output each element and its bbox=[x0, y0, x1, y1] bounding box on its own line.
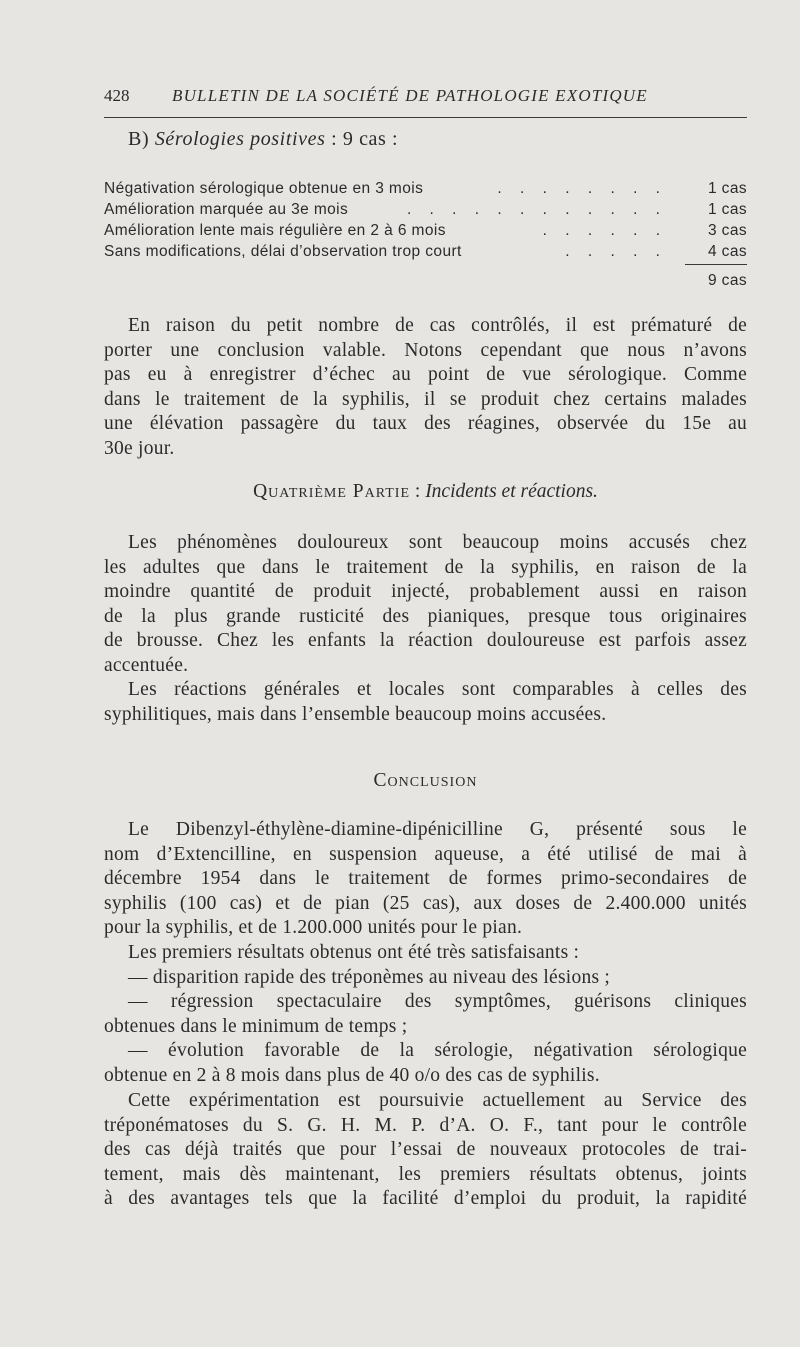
running-title: BULLETIN DE LA SOCIÉTÉ DE PATHOLOGIE EXOTIQUE bbox=[172, 86, 648, 105]
text-line: 30e jour. bbox=[104, 437, 175, 459]
part-four-heading bbox=[104, 481, 747, 503]
table-total: 9 cas bbox=[707, 272, 747, 289]
text-line: Cette expérimentation est poursuivie actuellement au Service des bbox=[128, 1090, 747, 1111]
text-line: accentuée. bbox=[104, 654, 189, 676]
text-line: obtenue en 2 à 8 mois dans plus de 40 o/o des cas de syphilis. bbox=[104, 1064, 600, 1086]
text-line: les adultes que dans le traitement de la syphilis, en raison de la bbox=[104, 556, 747, 578]
text-line: syphilitiques, mais dans l’ensemble beaucoup moins accusées. bbox=[104, 703, 607, 725]
text-line: — régression spectaculaire des symptômes, guérisons cliniques bbox=[128, 991, 747, 1013]
paragraph-experimentation bbox=[104, 1089, 747, 1212]
section-b-suffix: : 9 cas : bbox=[331, 128, 399, 150]
text-line: décembre 1954 dans le traitement de formes primo-secondaires de bbox=[104, 868, 747, 890]
row-leader: . . . . . . bbox=[542, 222, 667, 239]
table-row bbox=[104, 201, 747, 221]
table-row bbox=[104, 243, 747, 263]
text-line: tement, mais dès maintenant, les premiers résultats obtenus, joints bbox=[104, 1163, 747, 1185]
row-value: 1 cas bbox=[707, 180, 747, 197]
text-line: Le Dibenzyl-éthylène-diamine-dipénicilline G, présenté sous le bbox=[128, 819, 747, 840]
row-value: 1 cas bbox=[707, 201, 747, 218]
text-line: moindre quantité de produit injecté, probablement aussi en raison bbox=[104, 581, 747, 603]
text-line: des cas déjà traités que pour l’essai de nouveaux protocoles de trai- bbox=[104, 1139, 747, 1161]
row-leader: . . . . . bbox=[565, 243, 667, 260]
text-line: obtenues dans le minimum de temps ; bbox=[104, 1015, 408, 1037]
section-b-title: Sérologies positives bbox=[154, 128, 326, 150]
sum-rule bbox=[685, 264, 747, 265]
row-leader: . . . . . . . . . . . . bbox=[406, 201, 667, 218]
text-line: tréponématoses du S. G. H. M. P. d’A. O. F., tant pour le contrôle bbox=[104, 1114, 747, 1136]
row-value: 4 cas bbox=[707, 243, 747, 260]
table-row bbox=[104, 222, 747, 242]
row-label: Sans modifications, délai d’observation trop court bbox=[104, 243, 462, 260]
text-line: de la plus grande rusticité des pianiques, presque tous originaires bbox=[104, 605, 747, 627]
paragraph-conclusion-serology bbox=[104, 314, 747, 462]
text-line: nom d’Extencilline, en suspension aqueuse, a été utilisé de mai à bbox=[104, 843, 747, 865]
section-b-label: B) bbox=[128, 128, 150, 150]
row-label: Amélioration marquée au 3e mois bbox=[104, 201, 349, 218]
text-line: porter une conclusion valable. Notons cependant que nous n’avons bbox=[104, 339, 747, 361]
text-line: — disparition rapide des tréponèmes au niveau des lésions ; bbox=[128, 966, 611, 988]
table-row bbox=[104, 180, 747, 200]
page-number: 428 bbox=[104, 86, 130, 105]
paragraph-pain bbox=[104, 531, 747, 679]
row-label: Amélioration lente mais régulière en 2 à 6 mois bbox=[104, 222, 446, 239]
conclusion-heading: Conclusion bbox=[373, 770, 478, 791]
paragraph-results bbox=[104, 941, 747, 1089]
row-label: Négativation sérologique obtenue en 3 mois bbox=[104, 180, 424, 197]
header-rule bbox=[104, 117, 747, 118]
row-leader: . . . . . . . . bbox=[497, 180, 667, 197]
paragraph-reactions bbox=[104, 678, 747, 727]
text-line: En raison du petit nombre de cas contrôlés, il est prématuré de bbox=[128, 315, 747, 336]
part-four-label: Quatrième Partie bbox=[253, 481, 411, 502]
text-line: syphilis (100 cas) et de pian (25 cas), aux doses de 2.400.000 unités bbox=[104, 892, 747, 914]
text-line: Les réactions générales et locales sont comparables à celles des bbox=[128, 679, 747, 700]
text-line: à des avantages tels que la facilité d’emploi du produit, la rapidité bbox=[104, 1188, 747, 1210]
text-line: — évolution favorable de la sérologie, négativation sérologique bbox=[128, 1040, 747, 1062]
part-four-separator: : bbox=[414, 481, 421, 502]
text-line: Les phénomènes douloureux sont beaucoup moins accusés chez bbox=[128, 532, 747, 553]
text-line: Les premiers résultats obtenus ont été très satisfaisants : bbox=[128, 942, 580, 963]
text-line: pour la syphilis, et de 1.200.000 unités pour le pian. bbox=[104, 917, 523, 939]
text-line: une élévation passagère du taux des réagines, observée du 15e au bbox=[104, 413, 747, 435]
text-line: de brousse. Chez les enfants la réaction douloureuse est parfois assez bbox=[104, 630, 747, 652]
text-line: pas eu à enregistrer d’échec au point de vue sérologique. Comme bbox=[104, 364, 747, 386]
part-four-title: Incidents et réactions. bbox=[425, 481, 598, 502]
text-line: dans le traitement de la syphilis, il se produit chez certains malades bbox=[104, 388, 747, 410]
section-b-heading bbox=[128, 128, 398, 151]
row-value: 3 cas bbox=[707, 222, 747, 239]
paragraph-summary bbox=[104, 818, 747, 941]
